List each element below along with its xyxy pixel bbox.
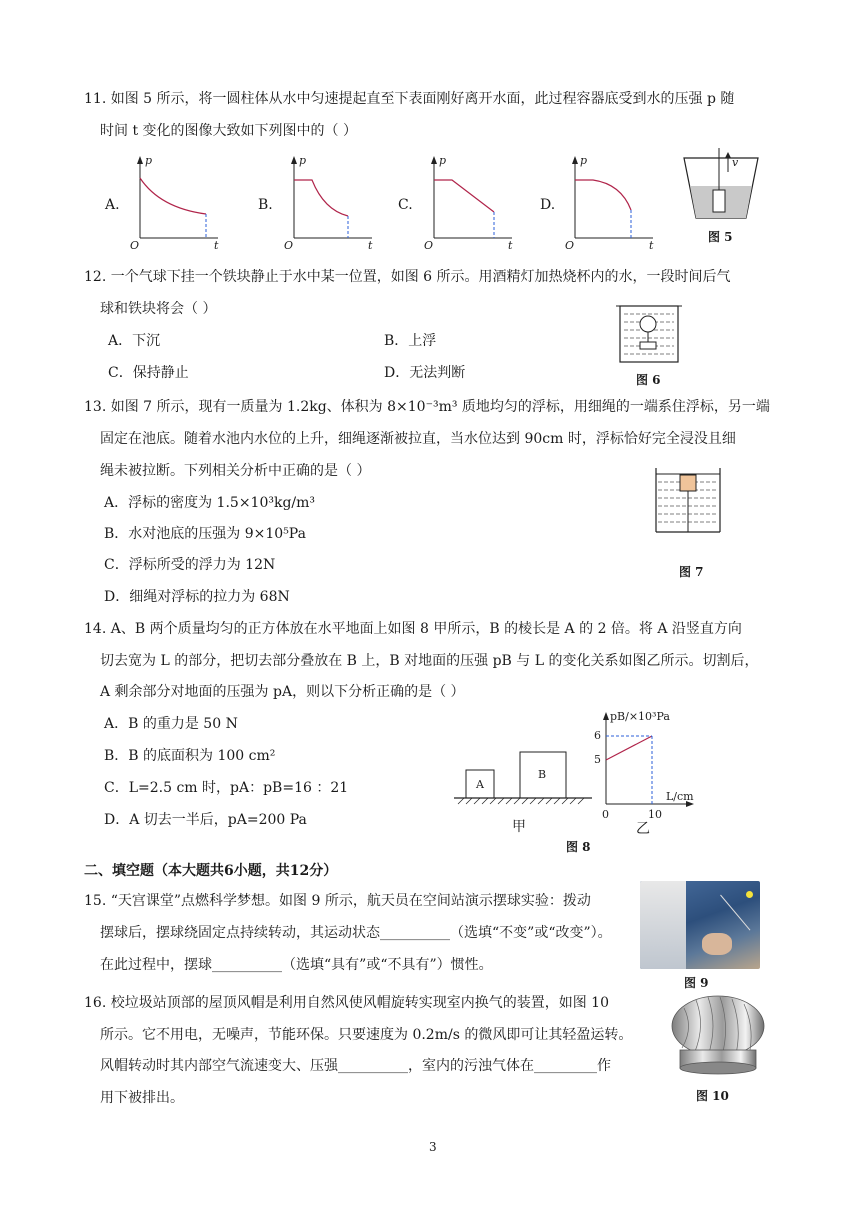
origin-label: O [565, 239, 575, 252]
fig5-container-diagram [682, 146, 762, 226]
q12-line2: 球和铁块将会（ ） [100, 301, 217, 317]
section2-heading: 二、填空题（本大题共6小题，共12分） [84, 863, 338, 879]
q15-line3: 在此过程中，摆球__________（选填“具有”或“不具有”）惯性。 [100, 957, 493, 973]
q12-option-b: B．上浮 [384, 333, 437, 349]
fig8-pb-graph [590, 708, 710, 824]
block-a-label: A [476, 778, 484, 791]
q11-graph-d [565, 150, 665, 250]
q13-option-d: D．细绳对浮标的拉力为 68N [104, 589, 290, 605]
tick-y-5: 5 [594, 753, 601, 766]
q14-option-c: C．L=2.5 cm 时，pA：pB=16 ：21 [104, 780, 349, 796]
fig8-caption: 图 8 [566, 840, 591, 854]
q11-graph-c [424, 150, 524, 250]
q11-graph-b [284, 150, 384, 250]
fig6-caption: 图 6 [636, 373, 661, 387]
q13-line2: 固定在池底。随着水池内水位的上升，细绳逐渐被拉直，当水位达到 90cm 时，浮标恰好完全浸没且细 [100, 431, 736, 447]
q11-graph-a [130, 150, 230, 250]
q11-option-d-label: D. [540, 197, 556, 213]
q13-line1: 13. 如图 7 所示，现有一质量为 1.2kg、体积为 8×10⁻³m³ 质地均匀的浮标，用细绳的一端系住浮标，另一端 [84, 399, 770, 415]
axis-t-label: t [649, 239, 654, 252]
origin-label: O [424, 239, 434, 252]
graph-xlabel: L/cm [666, 790, 694, 803]
pendulum-string [720, 895, 750, 931]
q14-line1: 14. A、B 两个质量均匀的正方体放在水平地面上如图 8 甲所示，B 的棱长是 A 的 2 倍。将 A 沿竖直方向 [84, 621, 742, 637]
fig5-caption: 图 5 [708, 230, 733, 244]
fig7-caption: 图 7 [679, 565, 704, 579]
block-b-label: B [538, 768, 547, 781]
q11-option-c-label: C. [398, 197, 413, 213]
fig7-pool-diagram [652, 466, 724, 536]
fig9-caption: 图 9 [684, 976, 709, 990]
axis-t-label: t [508, 239, 513, 252]
fig8-yi-label: 乙 [636, 821, 650, 837]
pb-series-line [606, 736, 652, 760]
q16-line4: 用下被排出。 [100, 1090, 184, 1106]
q14-line2: 切去宽为 L 的部分，把切去部分叠放在 B 上，B 对地面的压强 pB 与 L 的变化关系如图乙所示。切割后， [100, 653, 759, 669]
q16-line1: 16. 校垃圾站顶部的屋顶风帽是利用自然风使风帽旋转实现室内换气的装置，如图 10 [84, 995, 609, 1011]
q13-option-a: A．浮标的密度为 1.5×10³kg/m³ [104, 495, 316, 511]
origin-label: O [284, 239, 294, 252]
q14-option-b: B．B 的底面积为 100 cm² [104, 748, 276, 764]
fig8-jia-label: 甲 [512, 819, 526, 835]
pendulum-ball-icon [746, 891, 753, 898]
q15-line2: 摆球后，摆球绕固定点持续转动，其运动状态__________（选填“不变”或“改变”）。 [100, 925, 612, 941]
fig10-caption: 图 10 [696, 1089, 729, 1103]
axis-p-label: p [145, 154, 153, 167]
axis-t-label: t [214, 239, 219, 252]
fig6-beaker-diagram [614, 300, 684, 366]
q16-line3: 风帽转动时其内部空气流速变大、压强__________，室内的污浊气体在_________作 [100, 1058, 611, 1074]
q13-option-c: C．浮标所受的浮力为 12N [104, 557, 276, 573]
q12-option-d: D．无法判断 [384, 365, 466, 381]
photo-panel [640, 881, 686, 969]
fig9-astronaut-photo [640, 881, 760, 969]
q14-option-a: A．B 的重力是 50 N [104, 716, 238, 732]
axis-p-label: p [299, 154, 307, 167]
q14-option-d: D．A 切去一半后，pA=200 Pa [104, 812, 307, 828]
q12-option-c: C．保持静止 [108, 365, 189, 381]
tick-y-6: 6 [594, 729, 601, 742]
q12-option-a: A．下沉 [108, 333, 161, 349]
q11-line2: 时间 t 变化的图像大致如下列图中的（ ） [100, 123, 357, 139]
fig10-turbine-vent-photo [664, 992, 772, 1084]
origin-label: O [130, 239, 140, 252]
q11-option-b-label: B. [258, 197, 273, 213]
graph-ylabel: pB/×10³Pa [610, 710, 670, 723]
q14-line3: A 剩余部分对地面的压强为 pA，则以下分析正确的是（ ） [100, 684, 465, 700]
q16-line2: 所示。它不用电，无噪声，节能环保。只要速度为 0.2m/s 的微风即可让其轻盈运转。 [100, 1027, 633, 1043]
q11-option-a-label: A. [105, 197, 120, 213]
axis-t-label: t [368, 239, 373, 252]
q15-line1: 15. “天宫课堂”点燃科学梦想。如图 9 所示，航天员在空间站演示摆球实验：拨动 [84, 893, 591, 909]
q13-option-b: B．水对池底的压强为 9×10⁵Pa [104, 526, 306, 542]
axis-p-label: p [580, 154, 588, 167]
photo-hands [702, 933, 732, 955]
q13-line3: 绳未被拉断。下列相关分析中正确的是（ ） [100, 463, 371, 479]
axis-p-label: p [439, 154, 447, 167]
page-number: 3 [429, 1140, 437, 1154]
fig8-blocks-diagram [454, 748, 594, 808]
q12-line1: 12. 一个气球下挂一个铁块静止于水中某一位置，如图 6 所示。用酒精灯加热烧杯内的水，一段时间后气 [84, 269, 731, 285]
tick-x-10: 10 [648, 808, 662, 821]
velocity-label: v [732, 156, 739, 169]
q11-line1: 11. 如图 5 所示，将一圆柱体从水中匀速提起直至下表面刚好离开水面，此过程容器底受到水的压强 p 随 [84, 91, 735, 107]
tick-x-0: 0 [602, 808, 609, 821]
